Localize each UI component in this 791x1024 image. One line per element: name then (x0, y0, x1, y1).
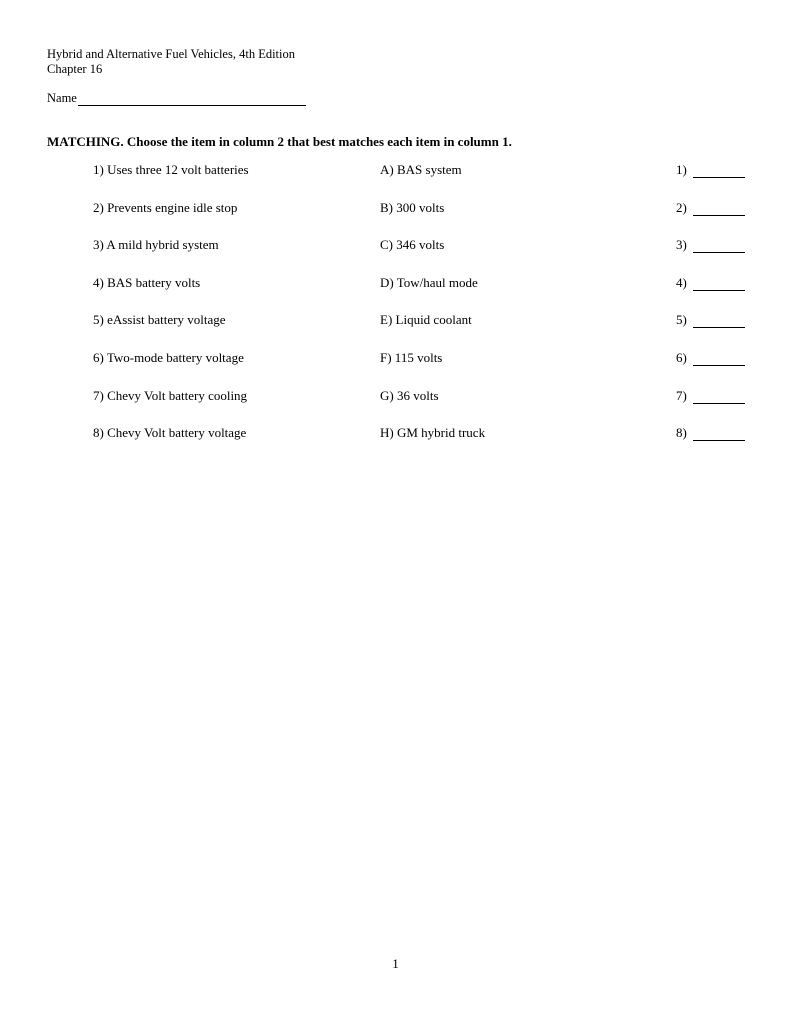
name-label: Name (47, 91, 77, 105)
column1-item: 6) Two-mode battery voltage (93, 349, 244, 365)
answer-field (676, 312, 745, 328)
book-title: Hybrid and Alternative Fuel Vehicles, 4th Edition (47, 47, 295, 61)
answer-field (676, 162, 745, 178)
column1-item: 7) Chevy Volt battery cooling (93, 387, 248, 403)
document-header (47, 47, 295, 77)
matching-row-2 (0, 200, 791, 238)
answer-label: 6) (676, 349, 687, 365)
column1-item: 3) A mild hybrid system (93, 237, 219, 253)
column2-option: E) Liquid coolant (380, 312, 472, 328)
answer-blank-line[interactable] (693, 276, 745, 291)
column2-option: H) GM hybrid truck (380, 425, 486, 441)
matching-row-5 (0, 312, 791, 350)
answer-field (676, 388, 745, 404)
page-number: 1 (392, 956, 399, 971)
column2-option: B) 300 volts (380, 199, 445, 215)
column2-option: F) 115 volts (380, 349, 443, 365)
column1-item: 1) Uses three 12 volt batteries (93, 162, 249, 177)
answer-blank-line[interactable] (693, 351, 745, 366)
answer-field (676, 237, 745, 253)
column1-item: 5) eAssist battery voltage (93, 312, 226, 328)
answer-label: 1) (676, 162, 687, 177)
answer-label: 4) (676, 274, 687, 290)
answer-field (676, 275, 745, 291)
matching-row-8 (0, 425, 791, 463)
answer-field (676, 425, 745, 441)
answer-label: 5) (676, 312, 687, 328)
answer-label: 7) (676, 387, 687, 403)
name-field (47, 91, 306, 106)
column1-item: 2) Prevents engine idle stop (93, 199, 238, 215)
chapter-label: Chapter 16 (47, 62, 103, 76)
answer-field (676, 200, 745, 216)
answer-label: 8) (676, 425, 687, 441)
matching-row-3 (0, 237, 791, 275)
matching-row-6 (0, 350, 791, 388)
answer-label: 2) (676, 199, 687, 215)
matching-instructions: MATCHING. Choose the item in column 2 that best matches each item in column 1. (47, 134, 512, 149)
matching-list (0, 162, 791, 463)
answer-label: 3) (676, 237, 687, 253)
column1-item: 8) Chevy Volt battery voltage (93, 425, 247, 441)
answer-blank-line[interactable] (693, 238, 745, 253)
column2-option: G) 36 volts (380, 387, 439, 403)
column2-option: A) BAS system (380, 162, 462, 177)
name-blank-line[interactable] (78, 92, 306, 106)
column2-option: D) Tow/haul mode (380, 274, 478, 290)
column2-option: C) 346 volts (380, 237, 445, 253)
answer-blank-line[interactable] (693, 426, 745, 441)
matching-row-1 (0, 162, 791, 200)
matching-row-4 (0, 275, 791, 313)
answer-blank-line[interactable] (693, 313, 745, 328)
answer-blank-line[interactable] (693, 201, 745, 216)
column1-item: 4) BAS battery volts (93, 274, 201, 290)
answer-field (676, 350, 745, 366)
answer-blank-line[interactable] (693, 389, 745, 404)
matching-row-7 (0, 388, 791, 426)
answer-blank-line[interactable] (693, 163, 745, 178)
